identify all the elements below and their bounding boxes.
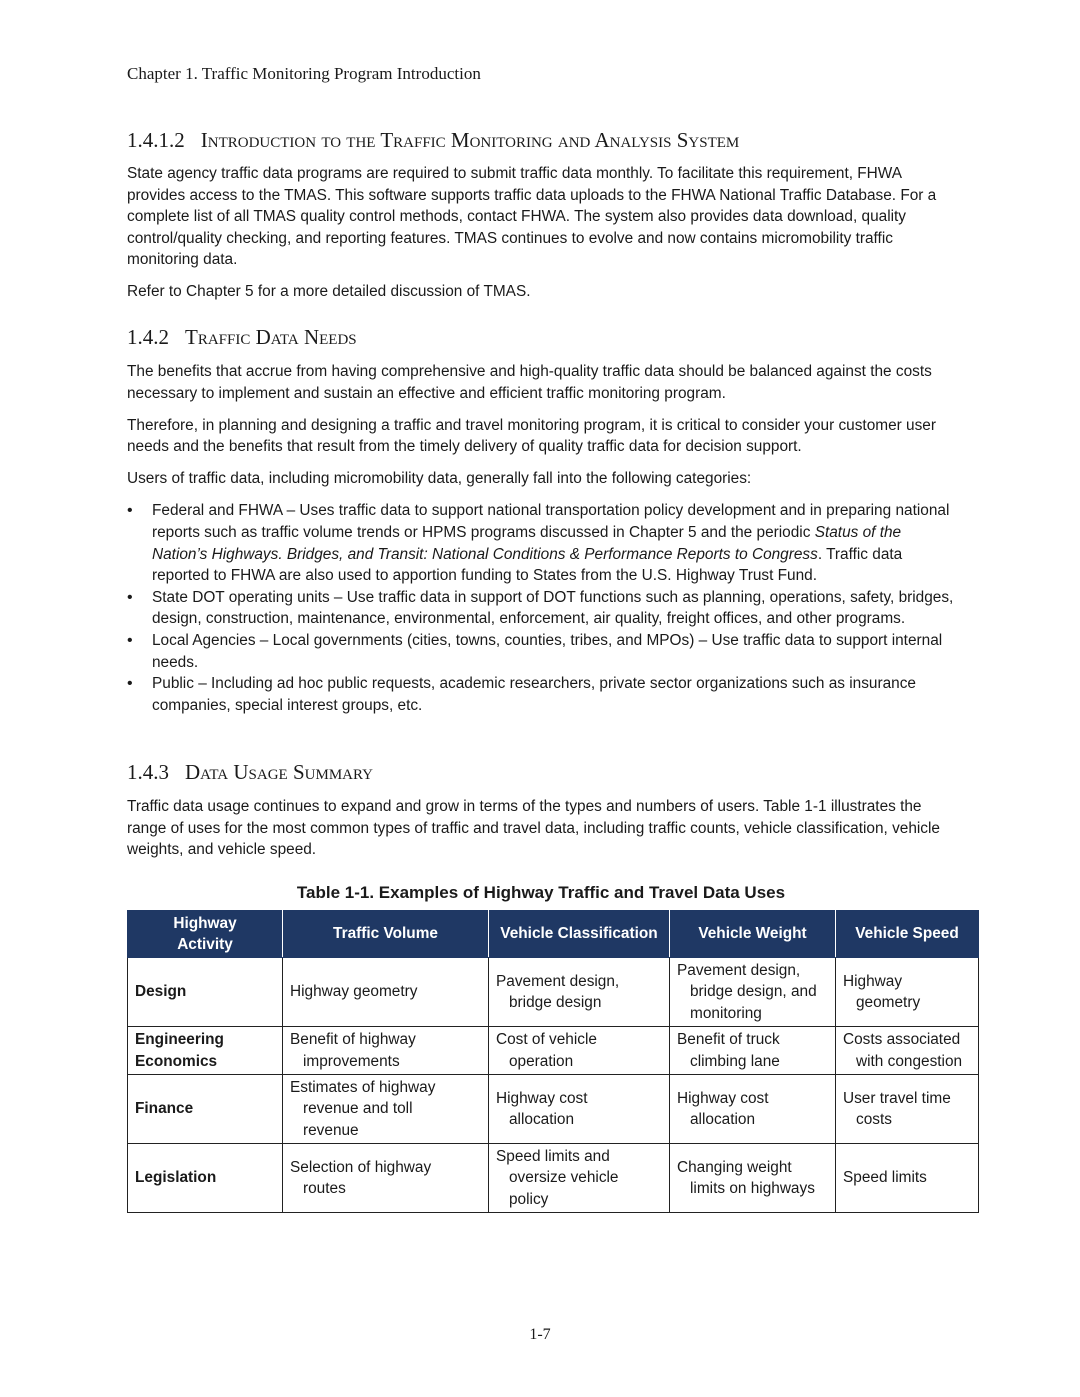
column-header: Traffic Volume bbox=[283, 911, 489, 958]
table-cell bbox=[283, 1027, 489, 1075]
table-cell bbox=[283, 958, 489, 1027]
cell-line: limits on highways bbox=[690, 1180, 815, 1197]
cell-line: allocation bbox=[509, 1111, 575, 1128]
activity-cell bbox=[128, 1027, 283, 1075]
paragraph: Refer to Chapter 5 for a more detailed discussion of TMAS. bbox=[127, 283, 531, 301]
list-item: • State DOT operating units – Use traffic data in support of DOT functions such as planning, operations, safety, bridges, design, construction, maintenance, environmental, enforcement, air quality, freight offices, and other programs. bbox=[127, 587, 955, 630]
cell-line: operation bbox=[509, 1052, 574, 1070]
paragraph: State agency traffic data programs are required to submit traffic data monthly. To facilitate this requirement, FHWA provides access to the TMAS. This software supports traffic data uploads to the FHWA National Traffic Database. For a complete list of all TMAS quality control methods, contact FHWA. The system also provides data download, quality control/quality checking, and reporting features. TMAS continues to evolve and now contains micromobility traffic monitoring data. bbox=[127, 165, 937, 269]
paragraph: Users of traffic data, including micromobility data, generally fall into the following categories: bbox=[127, 470, 752, 488]
cell-line: climbing lane bbox=[690, 1052, 780, 1070]
section-title: Data Usage Summary bbox=[185, 760, 373, 784]
running-header: Chapter 1. Traffic Monitoring Program Introduction bbox=[127, 64, 481, 83]
table-cell bbox=[489, 1144, 670, 1213]
cell-line: revenue and toll bbox=[303, 1100, 413, 1118]
cell-line: Benefit of highway bbox=[290, 1031, 416, 1048]
cell-line: Highway bbox=[843, 972, 903, 990]
table-cell bbox=[283, 1144, 489, 1213]
cell-line: Estimates of highway bbox=[290, 1078, 436, 1096]
cell-line: Pavement design, bbox=[677, 961, 801, 979]
section-body bbox=[127, 361, 955, 716]
list-item: • Federal and FHWA – Uses traffic data to support national transportation policy development and in preparing national reports such as traffic volume trends or HPMS programs discussed in Chapter 5 and the periodic Status of the Nation’s Highways. Bridges, and Transit: National Conditions & Performance Reports to Congress. Traffic data reported to FHWA are also used to apportion funding to States from the U.S. Highway Trust Fund. bbox=[127, 500, 955, 586]
section-number: 1.4.2 bbox=[127, 325, 169, 349]
cell-line: Selection of highway bbox=[290, 1158, 432, 1176]
section-title: Traffic Data Needs bbox=[185, 325, 357, 349]
cell-line: revenue bbox=[303, 1121, 359, 1139]
cell-line: Costs associated bbox=[843, 1031, 961, 1048]
column-header: Vehicle Weight bbox=[670, 911, 836, 958]
table-cell bbox=[283, 1075, 489, 1144]
paragraph: Traffic data usage continues to expand and grow in terms of the types and numbers of users. Table 1-1 illustrates the range of uses for the most common types of traffic and travel data, including traffic counts, vehicle classification, vehicle weights, and vehicle speed. bbox=[127, 798, 940, 859]
cell-line: Pavement design, bbox=[496, 972, 620, 990]
cell-line: Economics bbox=[135, 1052, 218, 1070]
cell-line: Engineering bbox=[135, 1031, 224, 1048]
table-row bbox=[128, 1144, 979, 1213]
section-heading bbox=[127, 760, 955, 785]
table-row bbox=[128, 1027, 979, 1075]
paragraph: Therefore, in planning and designing a traffic and travel monitoring program, it is critical to consider your customer user needs and the benefits that result from the timely delivery of quality traffic data for decision support. bbox=[127, 416, 936, 456]
cell-line: bridge design, and bbox=[690, 983, 817, 1001]
cell-line: Highway cost bbox=[496, 1089, 588, 1107]
section-heading bbox=[127, 325, 955, 350]
table-cell bbox=[489, 958, 670, 1027]
list-item: • Public – Including ad hoc public requests, academic researchers, private sector organizations such as insurance companies, special interest groups, etc. bbox=[127, 673, 955, 716]
table-cell bbox=[836, 1144, 979, 1213]
table-cell bbox=[489, 1027, 670, 1075]
paragraph: The benefits that accrue from having comprehensive and high-quality traffic data should be balanced against the costs necessary to implement and sustain an effective and efficient traffic monitoring program. bbox=[127, 363, 932, 402]
cell-line: geometry bbox=[856, 994, 921, 1011]
section-body bbox=[127, 163, 955, 303]
table-row bbox=[128, 1075, 979, 1144]
section-number: 1.4.1.2 bbox=[127, 128, 185, 152]
section-heading bbox=[127, 128, 955, 153]
activity-cell bbox=[128, 958, 283, 1027]
section-title: Introduction to the Traffic Monitoring and Analysis System bbox=[200, 128, 740, 152]
list-item: • Local Agencies – Local governments (cities, towns, counties, tribes, and MPOs) – Use traffic data to support internal needs. bbox=[127, 630, 955, 673]
activity-cell bbox=[128, 1144, 283, 1213]
table-cell bbox=[836, 958, 979, 1027]
section-number: 1.4.3 bbox=[127, 760, 169, 784]
cell-line: Finance bbox=[135, 1100, 194, 1118]
column-header: Vehicle Speed bbox=[836, 911, 979, 958]
cell-line: Cost of vehicle bbox=[496, 1031, 597, 1048]
table-cell bbox=[836, 1027, 979, 1075]
page-number: 1-7 bbox=[529, 1326, 551, 1343]
cell-line: Highway cost bbox=[677, 1089, 769, 1107]
user-categories-list bbox=[127, 500, 955, 716]
table-row bbox=[128, 958, 979, 1027]
cell-line: with congestion bbox=[856, 1052, 963, 1070]
activity-cell bbox=[128, 1075, 283, 1144]
cell-line: monitoring bbox=[690, 1004, 762, 1022]
cell-line: Speed limits and bbox=[496, 1147, 610, 1165]
table-cell bbox=[670, 958, 836, 1027]
table-cell bbox=[836, 1075, 979, 1144]
data-uses-table bbox=[127, 910, 979, 1213]
table-caption: Table 1-1. Examples of Highway Traffic and Travel Data Uses bbox=[296, 883, 786, 902]
cell-line: improvements bbox=[303, 1052, 400, 1070]
cell-line: Speed limits bbox=[843, 1169, 927, 1187]
table-cell bbox=[670, 1144, 836, 1213]
column-header: Highway Activity bbox=[128, 911, 283, 958]
cell-line: Changing weight bbox=[677, 1158, 792, 1176]
cell-line: oversize vehicle bbox=[509, 1169, 619, 1187]
cell-line: costs bbox=[856, 1111, 892, 1128]
cell-line: bridge design bbox=[509, 994, 602, 1011]
table-cell bbox=[489, 1075, 670, 1144]
table-cell bbox=[670, 1027, 836, 1075]
column-header: Vehicle Classification bbox=[489, 911, 670, 958]
cell-line: Design bbox=[135, 983, 187, 1001]
cell-line: Legislation bbox=[135, 1169, 217, 1187]
cell-line: policy bbox=[509, 1190, 549, 1208]
table-cell bbox=[670, 1075, 836, 1144]
section-body bbox=[127, 796, 955, 861]
cell-line: Benefit of truck bbox=[677, 1031, 780, 1048]
cell-line: allocation bbox=[690, 1111, 756, 1128]
cell-line: routes bbox=[303, 1180, 346, 1197]
cell-line: Highway geometry bbox=[290, 983, 418, 1001]
cell-line: User travel time bbox=[843, 1089, 951, 1107]
